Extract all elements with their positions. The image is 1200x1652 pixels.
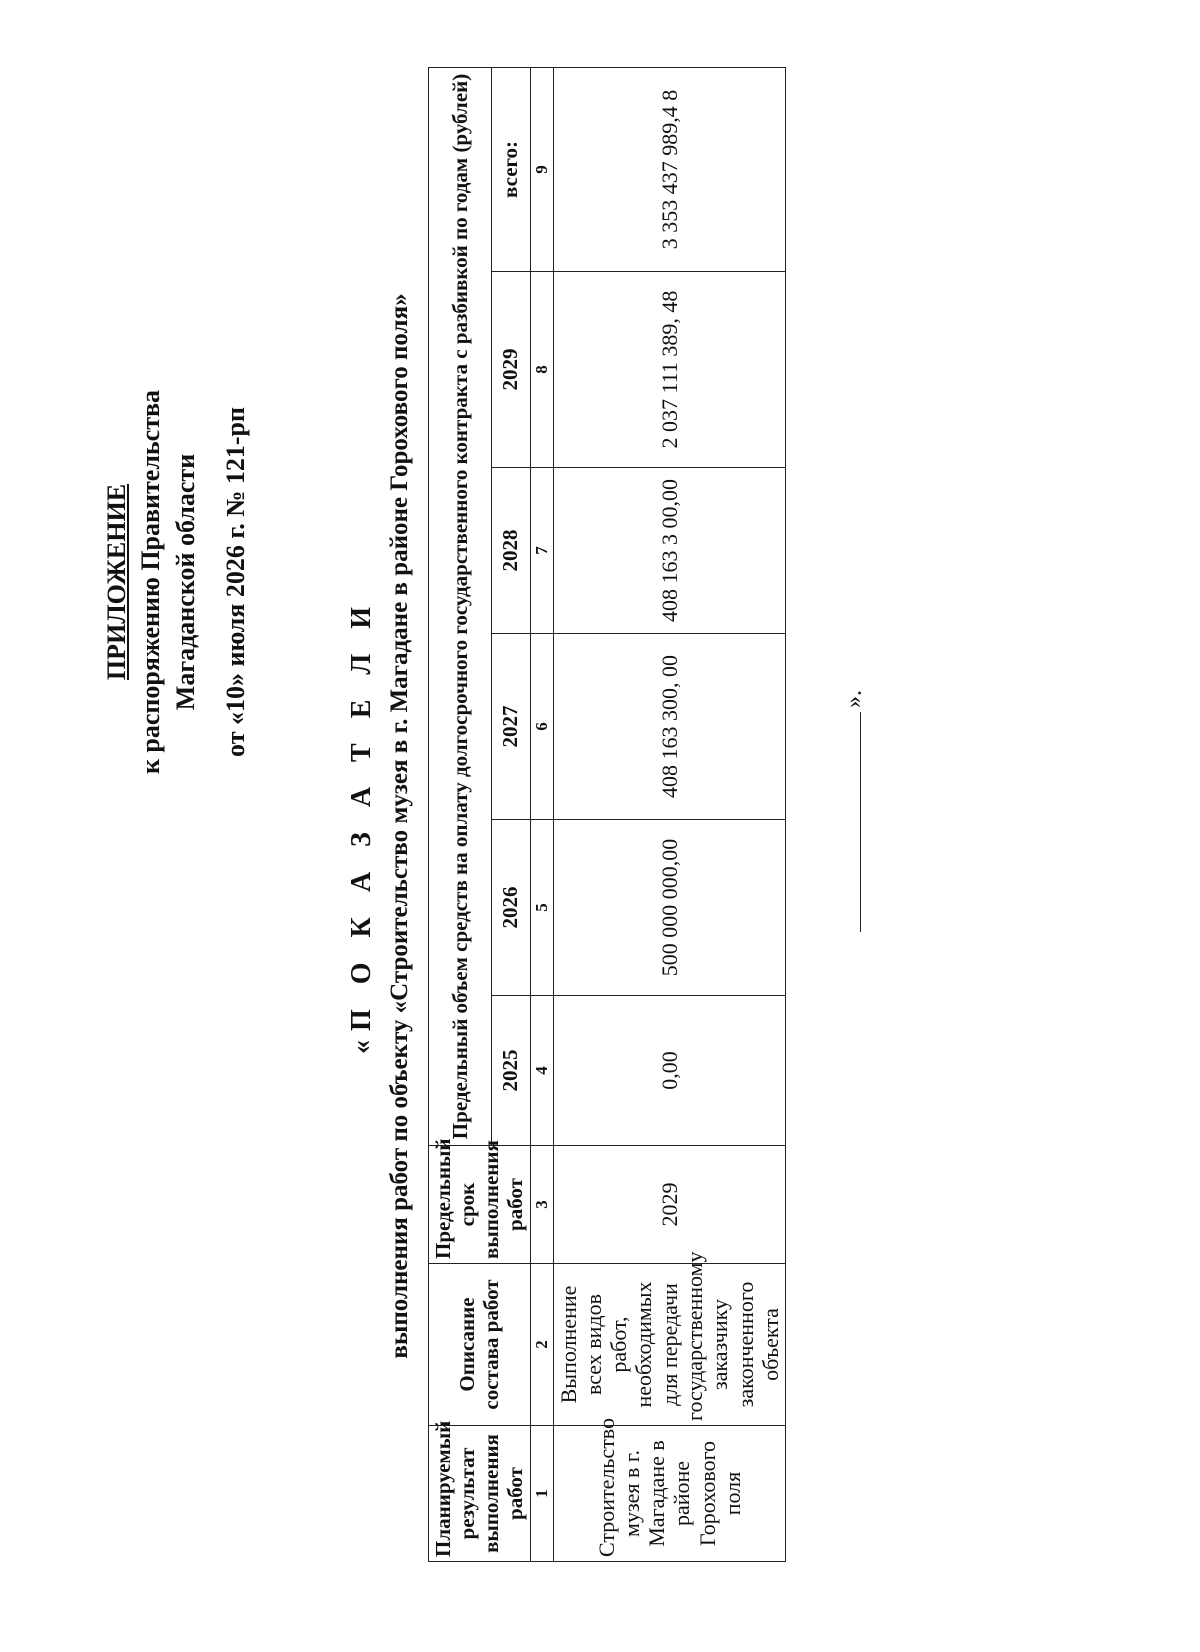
column-number: 3 — [530, 1146, 553, 1264]
column-number: 9 — [530, 67, 553, 271]
table-row — [553, 67, 786, 1561]
header-year: 2025 — [491, 996, 530, 1146]
cell-result: Строительство музея в г. Магадане в районе Горохового поля — [553, 1426, 786, 1562]
header-year: 2026 — [491, 820, 530, 996]
cell-2029: 2 037 111 389, 48 — [553, 272, 786, 468]
header-year: 2028 — [491, 468, 530, 634]
cell-2027: 408 163 300, 00 — [553, 634, 786, 820]
header-result: Планируемый результат выполнения работ — [429, 1426, 531, 1562]
column-number: 5 — [530, 820, 553, 996]
column-number: 7 — [530, 468, 553, 634]
cell-2028: 408 163 3 00,00 — [553, 468, 786, 634]
header-total: всего: — [491, 67, 530, 271]
appendix-line-2: Магаданской области — [170, 453, 200, 711]
column-number: 2 — [530, 1264, 553, 1426]
column-number: 1 — [530, 1426, 553, 1562]
header-year: 2029 — [491, 272, 530, 468]
appendix-title: ПРИЛОЖЕНИЕ — [102, 483, 131, 681]
closing-quote: ». — [841, 690, 867, 708]
closing-mark — [838, 690, 868, 932]
indicators-table — [428, 67, 786, 1562]
cell-total: 3 353 437 989,4 8 — [553, 67, 786, 271]
header-funding-group: Предельный объем средств на оплату долгосрочного государственного контракта с разбивкой по годам (рублей) — [429, 67, 492, 1145]
header-row-top — [429, 67, 492, 1561]
appendix-date: от «10» июля 2026 г. № 121-рп — [220, 407, 250, 757]
column-number: 8 — [530, 272, 553, 468]
closing-line — [838, 712, 861, 932]
column-numbers-row — [530, 67, 553, 1561]
document-title: «П О К А З А Т Е Л И — [346, 597, 377, 1055]
header-description: Описание состава работ — [429, 1264, 531, 1426]
appendix-header — [100, 112, 253, 1052]
column-number: 6 — [530, 634, 553, 820]
appendix-line-1: к распоряжению Правительства — [136, 389, 166, 775]
cell-2026: 500 000 000,00 — [553, 820, 786, 996]
column-number: 4 — [530, 996, 553, 1146]
header-deadline: Предельный срок выполнения работ — [429, 1146, 531, 1264]
cell-2025: 0,00 — [553, 996, 786, 1146]
document-subtitle: выполнения работ по объекту «Строительство музея в г. Магадане в районе Горохового поля» — [386, 293, 413, 1359]
cell-description: Выполнение всех видов работ, необходимых для передачи государственному заказчику законченного объекта — [553, 1264, 786, 1426]
cell-deadline: 2029 — [553, 1146, 786, 1264]
header-year: 2027 — [491, 634, 530, 820]
